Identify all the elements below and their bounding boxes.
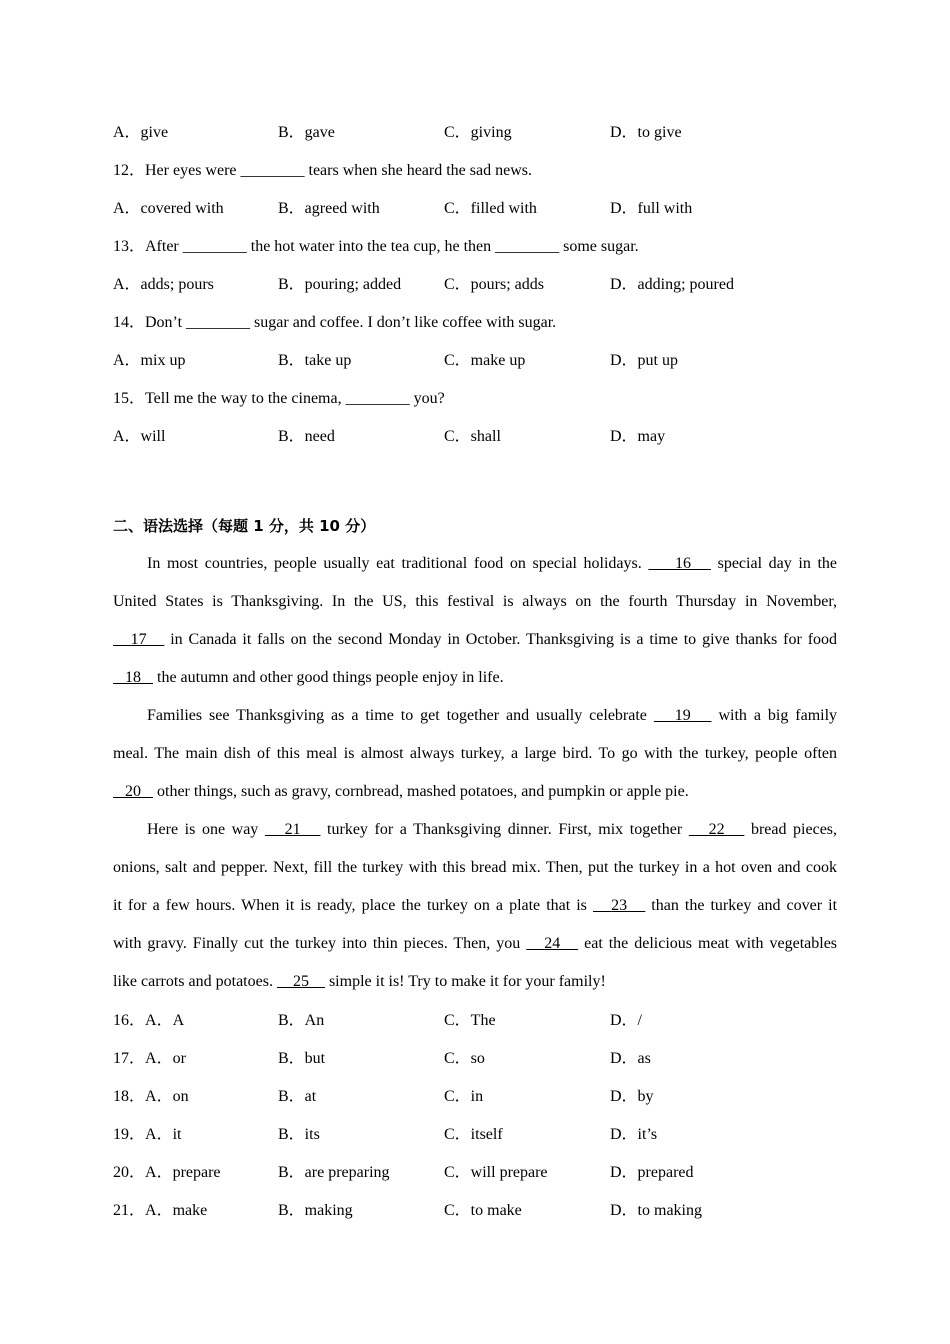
blank-22: 22 bbox=[708, 821, 725, 838]
q14-option-c: C．make up bbox=[444, 352, 526, 369]
passage-text: with a big family bbox=[718, 707, 838, 724]
q16-option-c: C．The bbox=[444, 1012, 496, 1029]
q21-option-a: 21．A．make bbox=[113, 1202, 208, 1219]
q20-option-b: B．are preparing bbox=[278, 1164, 390, 1181]
q14-option-b: B．take up bbox=[278, 352, 352, 369]
passage-line: onions, salt and pepper. Next, fill the turkey with this bread mix. Then, put the turkey in a hot oven and cook bbox=[113, 859, 837, 876]
q11-options bbox=[113, 123, 853, 143]
q17-option-a: 17．A．or bbox=[113, 1050, 186, 1067]
q17-option-d: D．as bbox=[610, 1050, 651, 1067]
q16-option-b: B．An bbox=[278, 1012, 325, 1029]
q15-option-c: C．shall bbox=[444, 428, 501, 445]
passage-text: it for a few hours. When it is ready, place the turkey on a plate that is bbox=[113, 897, 587, 914]
blank-20: 20 bbox=[125, 783, 141, 800]
q13-option-c: C．pours; adds bbox=[444, 276, 545, 293]
q17-option-c: C．so bbox=[444, 1050, 485, 1067]
q21-option-c: C．to make bbox=[444, 1202, 522, 1219]
q20-option-d: D．prepared bbox=[610, 1164, 694, 1181]
q11-option-d: D．to give bbox=[610, 124, 682, 141]
q15-option-d: D．may bbox=[610, 428, 666, 445]
q13-option-a: A．adds; pours bbox=[113, 276, 214, 293]
blank-19: 19 bbox=[674, 707, 691, 724]
blank-18: 18 bbox=[125, 669, 141, 686]
q11-option-a: A．give bbox=[113, 124, 169, 141]
q17-options bbox=[113, 1049, 853, 1069]
q21-option-b: B．making bbox=[278, 1202, 353, 1219]
q20-option-c: C．will prepare bbox=[444, 1164, 548, 1181]
q12-option-b: B．agreed with bbox=[278, 200, 380, 217]
q11-option-c: C．giving bbox=[444, 124, 512, 141]
q21-options bbox=[113, 1201, 853, 1221]
passage-text: turkey for a Thanksgiving dinner. First, mix together bbox=[327, 821, 683, 838]
q18-option-d: D．by bbox=[610, 1088, 654, 1105]
passage-text: bread pieces, bbox=[750, 821, 838, 838]
passage-text: special day in the bbox=[717, 555, 838, 572]
q13-option-b: B．pouring; added bbox=[278, 276, 402, 293]
passage-line: United States is Thanksgiving. In the US, this festival is always on the fourth Thursday in November, bbox=[113, 593, 837, 610]
passage-line bbox=[113, 820, 837, 840]
passage-line bbox=[113, 668, 837, 688]
passage-text: in Canada it falls on the second Monday in October. Thanksgiving is a time to give thanks for food bbox=[170, 631, 838, 648]
section-title: 二、语法选择（每题 1 分，共 10 分） bbox=[113, 517, 376, 535]
passage-text: simple it is! Try to make it for your family! bbox=[328, 973, 606, 990]
blank-16: 16 bbox=[675, 555, 691, 572]
q15-option-a: A．will bbox=[113, 428, 166, 445]
q15-option-b: B．need bbox=[278, 428, 335, 445]
q14-option-d: D．put up bbox=[610, 352, 679, 369]
passage-line bbox=[113, 782, 837, 802]
q15-stem: 15．Tell me the way to the cinema, ________ you? bbox=[113, 390, 445, 407]
q14-options bbox=[113, 351, 853, 371]
q16-option-d: D．/ bbox=[610, 1012, 643, 1029]
passage-line bbox=[113, 554, 837, 574]
q18-option-a: 18．A．on bbox=[113, 1088, 189, 1105]
q18-option-c: C．in bbox=[444, 1088, 484, 1105]
passage-line bbox=[113, 972, 837, 992]
q12-option-a: A．covered with bbox=[113, 200, 224, 217]
blank-17: 17 bbox=[130, 631, 147, 648]
passage-text: than the turkey and cover it bbox=[651, 897, 838, 914]
q15-options bbox=[113, 427, 853, 447]
q13-options bbox=[113, 275, 853, 295]
q12-option-d: D．full with bbox=[610, 200, 693, 217]
passage-text: like carrots and potatoes. bbox=[113, 973, 273, 990]
q19-option-b: B．its bbox=[278, 1126, 320, 1143]
blank-24: 24 bbox=[544, 935, 561, 952]
q18-options bbox=[113, 1087, 853, 1107]
q13-stem: 13．After ________ the hot water into the tea cup, he then ________ some sugar. bbox=[113, 238, 639, 255]
passage-line bbox=[113, 706, 837, 726]
passage-text: eat the delicious meat with vegetables bbox=[584, 935, 838, 952]
passage-text: Families see Thanksgiving as a time to get together and usually celebrate bbox=[147, 707, 647, 724]
q20-option-a: 20．A．prepare bbox=[113, 1164, 221, 1181]
blank-21: 21 bbox=[284, 821, 301, 838]
q18-option-b: B．at bbox=[278, 1088, 317, 1105]
q21-option-d: D．to making bbox=[610, 1202, 702, 1219]
q11-option-b: B．gave bbox=[278, 124, 335, 141]
blank-23: 23 bbox=[611, 897, 628, 914]
q19-option-c: C．itself bbox=[444, 1126, 503, 1143]
q16-options bbox=[113, 1011, 853, 1031]
q16-option-a: 16．A．A bbox=[113, 1012, 185, 1029]
q12-stem: 12．Her eyes were ________ tears when she heard the sad news. bbox=[113, 162, 532, 179]
passage-line: meal. The main dish of this meal is almost always turkey, a large bird. To go with the turkey, people often bbox=[113, 745, 837, 762]
q12-option-c: C．filled with bbox=[444, 200, 537, 217]
passage-text: other things, such as gravy, cornbread, mashed potatoes, and pumpkin or apple pie. bbox=[157, 783, 689, 800]
passage-text: Here is one way bbox=[147, 821, 259, 838]
q19-option-a: 19．A．it bbox=[113, 1126, 182, 1143]
passage-text: In most countries, people usually eat traditional food on special holidays. bbox=[147, 555, 642, 572]
passage-text: with gravy. Finally cut the turkey into thin pieces. Then, you bbox=[113, 935, 521, 952]
passage-line bbox=[113, 934, 837, 954]
q19-options bbox=[113, 1125, 853, 1145]
passage-text: the autumn and other good things people enjoy in life. bbox=[157, 669, 504, 686]
q19-option-d: D．it’s bbox=[610, 1126, 658, 1143]
q14-stem: 14．Don’t ________ sugar and coffee. I don’t like coffee with sugar. bbox=[113, 314, 557, 331]
passage-line bbox=[113, 630, 837, 650]
q13-option-d: D．adding; poured bbox=[610, 276, 734, 293]
passage-line bbox=[113, 896, 837, 916]
q20-options bbox=[113, 1163, 853, 1183]
q14-option-a: A．mix up bbox=[113, 352, 186, 369]
blank-25: 25 bbox=[292, 973, 309, 990]
q17-option-b: B．but bbox=[278, 1050, 326, 1067]
q12-options bbox=[113, 199, 853, 219]
